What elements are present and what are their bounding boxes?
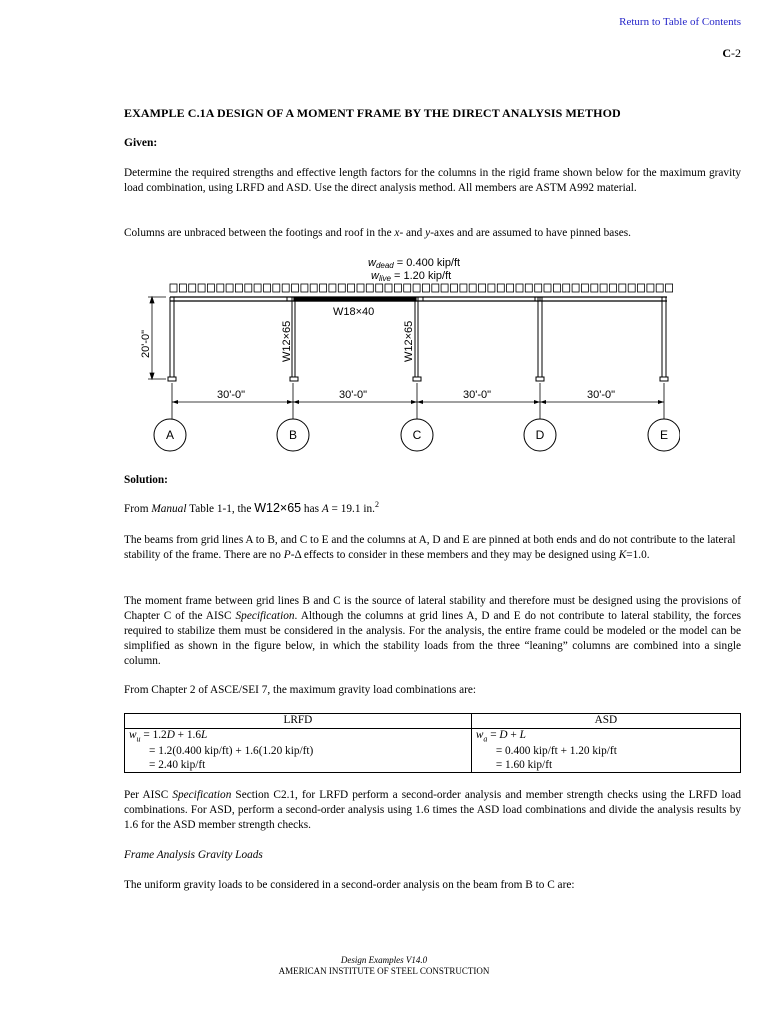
- distributed-load-hatch: [170, 284, 673, 292]
- load-hatch-box: [572, 284, 579, 292]
- load-hatch-box: [273, 284, 280, 292]
- footer-org: AMERICAN INSTITUTE OF STEEL CONSTRUCTION: [278, 966, 490, 976]
- footer-title: Design Examples V14.0: [340, 955, 428, 965]
- load-hatch-box: [245, 284, 252, 292]
- load-hatch-box: [535, 284, 542, 292]
- load-hatch-box: [301, 284, 308, 292]
- solution-label: Solution:: [124, 474, 168, 486]
- load-hatch-box: [488, 284, 495, 292]
- dead-load-label: wdead = 0.400 kip/ft: [368, 257, 461, 270]
- load-hatch-box: [656, 284, 663, 292]
- load-hatch-box: [254, 284, 261, 292]
- lrfd-cell: $w_u = 1.2D + 1.6L$ = 1.2(0.400 kip/ft) + 1.6(1.20 kip/ft) = 2.40 kip/ft: [125, 728, 472, 773]
- load-hatch-box: [366, 284, 373, 292]
- load-hatch-box: [264, 284, 271, 292]
- live-load-label: wlive = 1.20 kip/ft: [371, 270, 452, 283]
- load-hatch-box: [385, 284, 392, 292]
- lrfd-header: LRFD: [125, 714, 472, 729]
- load-hatch-box: [292, 284, 299, 292]
- load-hatch-box: [638, 284, 645, 292]
- load-hatch-box: [310, 284, 317, 292]
- span-label-de: 30'-0": [587, 389, 616, 401]
- columns: [170, 297, 666, 377]
- load-hatch-box: [451, 284, 458, 292]
- load-hatch-box: [189, 284, 196, 292]
- load-hatch-box: [516, 284, 523, 292]
- load-hatch-box: [441, 284, 448, 292]
- load-hatch-box: [666, 284, 673, 292]
- load-combination-table: [124, 713, 741, 773]
- given-label: Given:: [124, 137, 158, 149]
- load-hatch-box: [628, 284, 635, 292]
- load-hatch-box: [497, 284, 504, 292]
- grid-label-b: B: [288, 428, 298, 442]
- load-hatch-box: [563, 284, 570, 292]
- frame-diagram: [140, 252, 680, 457]
- asd-cell: $w_a = D + L$ = 0.400 kip/ft + 1.20 kip/ft = 1.60 kip/ft: [471, 728, 740, 773]
- chapter-paragraph: From Chapter 2 of ASCE/SEI 7, the maximum gravity load combinations are:: [124, 684, 477, 696]
- load-hatch-box: [207, 284, 214, 292]
- load-hatch-box: [404, 284, 411, 292]
- load-hatch-box: [460, 284, 467, 292]
- load-hatch-box: [507, 284, 514, 292]
- column-label-c: W12×65: [403, 320, 415, 362]
- load-hatch-box: [235, 284, 242, 292]
- load-hatch-box: [553, 284, 560, 292]
- beams-paragraph: The beams from grid lines A to B, and C to E and the columns at A, D and E are pinned at both ends and do not contribute to the lateral stability of the frame. There are no P-Δ effects to consider in these members and they may be designed using K=1.0.: [124, 534, 736, 561]
- grid-label-e: E: [659, 428, 669, 442]
- frame-analysis-subheading: Frame Analysis Gravity Loads: [124, 849, 263, 861]
- load-hatch-box: [348, 284, 355, 292]
- span-label-cd: 30'-0": [463, 389, 492, 401]
- load-hatch-box: [179, 284, 186, 292]
- page-number: C-2: [722, 46, 741, 60]
- load-hatch-box: [329, 284, 336, 292]
- load-hatch-box: [544, 284, 551, 292]
- uniform-loads-paragraph: The uniform gravity loads to be considered in a second-order analysis on the beam from B to C are:: [124, 879, 575, 891]
- load-hatch-box: [647, 284, 654, 292]
- load-hatch-box: [581, 284, 588, 292]
- load-hatch-box: [394, 284, 401, 292]
- load-hatch-box: [198, 284, 205, 292]
- load-hatch-box: [619, 284, 626, 292]
- pinned-bases: [168, 377, 668, 381]
- span-label-bc: 30'-0": [339, 389, 368, 401]
- manual-paragraph: From Manual Table 1-1, the W12×65 has A = 19.1 in.$^2$: [124, 500, 379, 515]
- asd-header: ASD: [471, 714, 740, 729]
- moment-frame-paragraph: The moment frame between grid lines B and C is the source of lateral stability and therefore must be designed using the provisions of Chapter C of the AISC Specification. Although the columns at grid lines A, D and E do not contribute to lateral stability, the forces required to stabilize them must be considered in the analysis. For the analysis, the entire frame could be modeled or the model can be simplified as shown in the figure below, in which the stability loads from the three “leaning” columns are combined into a single column.: [124, 595, 741, 667]
- load-hatch-box: [591, 284, 598, 292]
- load-hatch-box: [525, 284, 532, 292]
- load-hatch-box: [422, 284, 429, 292]
- given-paragraph: Determine the required strengths and effective length factors for the columns in the rigid frame shown below for the maximum gravity load combination, using LRFD and ASD. Use the direct analysis method. All members are ASTM A992 material.: [124, 167, 741, 194]
- load-hatch-box: [479, 284, 486, 292]
- load-hatch-box: [338, 284, 345, 292]
- load-hatch-box: [413, 284, 420, 292]
- load-hatch-box: [320, 284, 327, 292]
- example-title: EXAMPLE C.1A DESIGN OF A MOMENT FRAME BY THE DIRECT ANALYSIS METHOD: [124, 106, 621, 120]
- grid-label-c: C: [412, 428, 422, 442]
- load-hatch-box: [432, 284, 439, 292]
- columns-paragraph: Columns are unbraced between the footings and roof in the x- and y-axes and are assumed to have pinned bases.: [124, 227, 631, 239]
- grid-label-a: A: [165, 428, 175, 442]
- load-hatch-box: [469, 284, 476, 292]
- load-hatch-box: [282, 284, 289, 292]
- column-label-b: W12×65: [281, 320, 293, 362]
- load-hatch-box: [610, 284, 617, 292]
- load-hatch-box: [376, 284, 383, 292]
- span-label-ab: 30'-0": [217, 389, 246, 401]
- per-aisc-paragraph: Per AISC Specification Section C2.1, for LRFD perform a second-order analysis and member strength checks using the LRFD load combinations. For ASD, perform a second-order analysis using 1.6 times the ASD load combinations and divide the analysis results by 1.6 for the ASD member strength checks.: [124, 789, 741, 831]
- height-label: 20'-0": [140, 329, 152, 358]
- load-hatch-box: [600, 284, 607, 292]
- return-to-toc-link[interactable]: Return to Table of Contents: [619, 16, 741, 28]
- load-hatch-box: [226, 284, 233, 292]
- load-hatch-box: [357, 284, 364, 292]
- grid-label-d: D: [535, 428, 545, 442]
- load-hatch-box: [217, 284, 224, 292]
- load-hatch-box: [170, 284, 177, 292]
- beam-label: W18×40: [333, 306, 375, 318]
